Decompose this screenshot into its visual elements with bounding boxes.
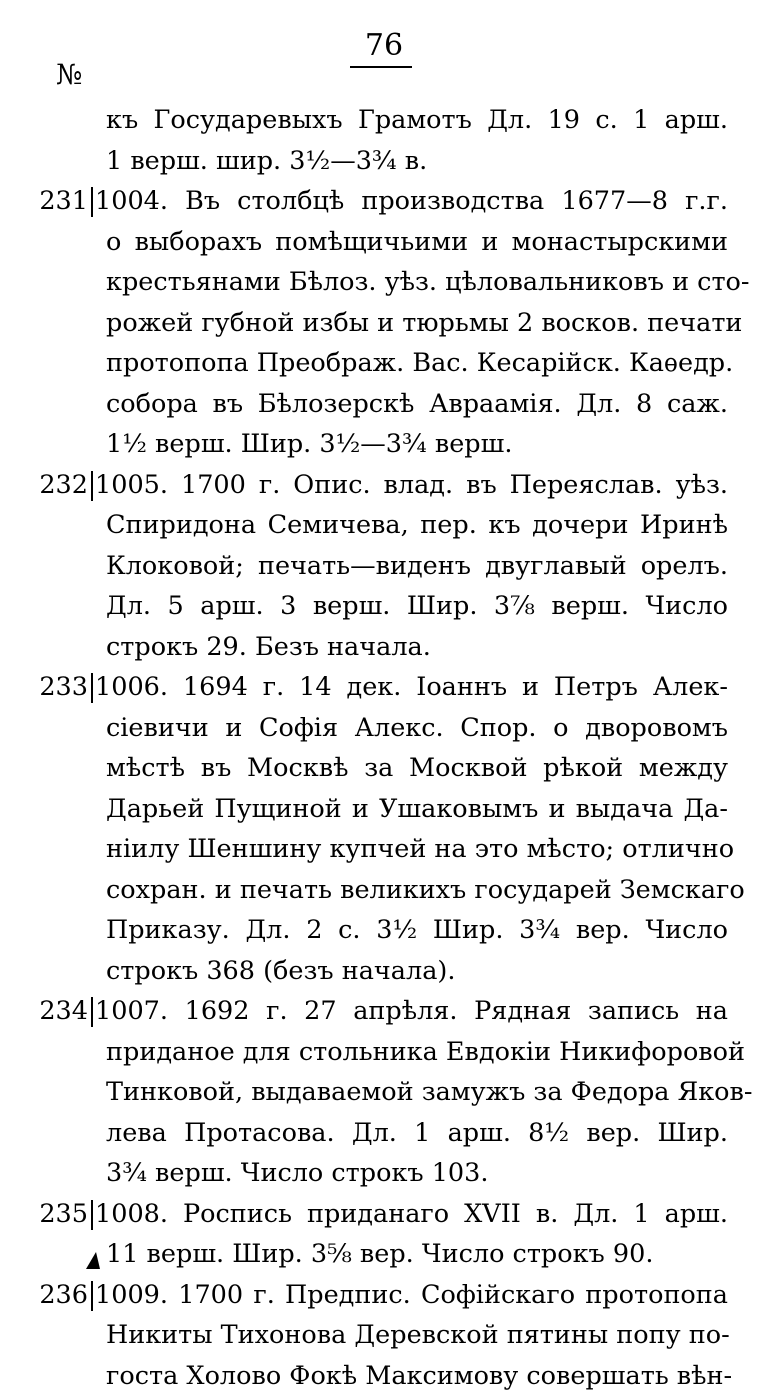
- entry-text: сіевичи и Софія Алекс. Спор. о дворовомъ: [106, 708, 728, 749]
- entry-text: 1005. 1700 г. Опис. влад. въ Переяслав. уѣз.: [95, 465, 728, 506]
- corner-mark: [86, 1252, 100, 1269]
- entry-number: 236: [20, 1275, 88, 1316]
- entry-separator-bar: [91, 673, 93, 703]
- entry-text: 3¾ верш. Число строкъ 103.: [106, 1153, 728, 1194]
- entry-text: Приказу. Дл. 2 с. 3½ Шир. 3¾ вер. Число: [106, 910, 728, 951]
- catalog-entry: [0, 100, 768, 181]
- entry-line: [0, 262, 768, 303]
- entry-line: [0, 1356, 768, 1396]
- entry-separator-bar: [91, 1200, 93, 1230]
- entry-text: приданое для стольника Евдокіи Никифоровой: [106, 1032, 728, 1073]
- entry-text: Никиты Тихонова Деревской пятины попу по-: [106, 1315, 728, 1356]
- entry-text: 1½ верш. Шир. 3½—3¾ верш.: [106, 424, 728, 465]
- entry-number: 233: [20, 667, 88, 708]
- entry-line: [0, 181, 768, 222]
- entry-text: 11 верш. Шир. 3⅝ вер. Число строкъ 90.: [106, 1234, 728, 1275]
- entry-line: [0, 991, 768, 1032]
- page-number: 76: [0, 28, 768, 64]
- entry-line: [0, 141, 768, 182]
- entry-line: [0, 870, 768, 911]
- entry-line: [0, 1234, 768, 1275]
- catalog-entry: [0, 465, 768, 668]
- entry-line: [0, 546, 768, 587]
- entry-text: сохран. и печать великихъ государей Земскаго: [106, 870, 728, 911]
- entry-text: Спиридона Семичева, пер. къ дочери Иринѣ: [106, 505, 728, 546]
- entry-line: [0, 303, 768, 344]
- entry-line: [0, 1032, 768, 1073]
- entry-text: собора въ Бѣлозерскѣ Авраамія. Дл. 8 саж.: [106, 384, 728, 425]
- catalog-entry: [0, 1275, 768, 1396]
- entry-text: 1004. Въ столбцѣ производства 1677—8 г.г.: [95, 181, 728, 222]
- entry-line: [0, 627, 768, 668]
- catalog-entry: [0, 181, 768, 465]
- entry-line: [0, 1194, 768, 1235]
- entry-text: строкъ 368 (безъ начала).: [106, 951, 728, 992]
- entry-line: [0, 1072, 768, 1113]
- entry-line: [0, 829, 768, 870]
- page-number-rule: [350, 66, 412, 68]
- entry-line: [0, 343, 768, 384]
- entry-line: [0, 951, 768, 992]
- entry-number: 235: [20, 1194, 88, 1235]
- catalog-entry: [0, 667, 768, 991]
- entry-separator-bar: [91, 1281, 93, 1311]
- entry-text: крестьянами Бѣлоз. уѣз. цѣловальниковъ и сто-: [106, 262, 728, 303]
- entry-separator-bar: [91, 997, 93, 1027]
- entry-text: Тинковой, выдаваемой замужъ за Федора Яков-: [106, 1072, 728, 1113]
- entry-line: [0, 789, 768, 830]
- entry-line: [0, 1153, 768, 1194]
- entry-line: [0, 910, 768, 951]
- column-header: №: [56, 60, 83, 90]
- entry-line: [0, 748, 768, 789]
- entry-text: 1008. Роспись приданаго XVII в. Дл. 1 арш.: [95, 1194, 728, 1235]
- entry-text: протопопа Преображ. Вас. Кесарійск. Каѳедр.: [106, 343, 728, 384]
- entry-text: Клоковой; печать—виденъ двуглавый орелъ.: [106, 546, 728, 587]
- entry-line: [0, 505, 768, 546]
- entry-number: 231: [20, 181, 88, 222]
- entry-text: 1009. 1700 г. Предпис. Софійскаго протопопа: [95, 1275, 728, 1316]
- entry-text: Дарьей Пущиной и Ушаковымъ и выдача Да-: [106, 789, 728, 830]
- entry-line: [0, 667, 768, 708]
- entry-line: [0, 1113, 768, 1154]
- entry-text: лева Протасова. Дл. 1 арш. 8½ вер. Шир.: [106, 1113, 728, 1154]
- entry-line: [0, 424, 768, 465]
- catalog-entry: [0, 1194, 768, 1275]
- entry-line: [0, 1275, 768, 1316]
- entry-text: Дл. 5 арш. 3 верш. Шир. 3⅞ верш. Число: [106, 586, 728, 627]
- catalog-entry: [0, 991, 768, 1194]
- entry-line: [0, 465, 768, 506]
- entry-line: [0, 586, 768, 627]
- entry-number: 232: [20, 465, 88, 506]
- entry-line: [0, 100, 768, 141]
- entry-text: къ Государевыхъ Грамотъ Дл. 19 с. 1 арш.: [106, 100, 728, 141]
- entry-text: строкъ 29. Безъ начала.: [106, 627, 728, 668]
- entry-separator-bar: [91, 471, 93, 501]
- entry-text: госта Холово Фокѣ Максимову совершать вѣн-: [106, 1356, 728, 1396]
- entry-text: 1006. 1694 г. 14 дек. Іоаннъ и Петръ Алек-: [95, 667, 728, 708]
- entries-list: [0, 100, 768, 1396]
- entry-line: [0, 708, 768, 749]
- entry-line: [0, 1315, 768, 1356]
- entry-text: 1007. 1692 г. 27 апрѣля. Рядная запись на: [95, 991, 728, 1032]
- entry-text: о выборахъ помѣщичьими и монастырскими: [106, 222, 728, 263]
- entry-text: 1 верш. шир. 3½—3¾ в.: [106, 141, 728, 182]
- entry-text: рожей губной избы и тюрьмы 2 восков. печати: [106, 303, 728, 344]
- entry-text: мѣстѣ въ Москвѣ за Москвой рѣкой между: [106, 748, 728, 789]
- entry-number: 234: [20, 991, 88, 1032]
- entry-line: [0, 222, 768, 263]
- entry-text: ніилу Шеншину купчей на это мѣсто; отлично: [106, 829, 728, 870]
- entry-line: [0, 384, 768, 425]
- entry-separator-bar: [91, 187, 93, 217]
